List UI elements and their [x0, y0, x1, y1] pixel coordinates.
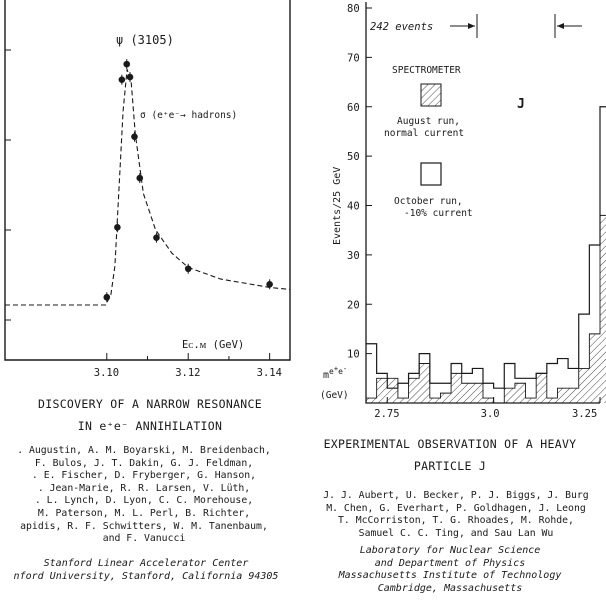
august-bar	[409, 378, 420, 403]
legend-october-line1: October run,	[394, 196, 463, 207]
affiliation-line: Stanford Linear Accelerator Center	[43, 558, 249, 569]
left-x-tick-label: 3.12	[175, 367, 201, 379]
right-title-line: EXPERIMENTAL OBSERVATION OF A HEAVY	[323, 437, 577, 451]
august-bar	[515, 383, 526, 403]
left-data-point	[266, 281, 273, 288]
left-data-points	[103, 59, 272, 302]
right-x-tick-label: 2.75	[374, 408, 400, 420]
august-bar	[398, 398, 409, 403]
august-bar	[430, 398, 441, 403]
august-bar	[387, 378, 398, 403]
august-bar	[536, 373, 547, 403]
affiliation-line: and Department of Physics	[374, 557, 526, 569]
left-data-point	[127, 74, 134, 81]
left-data-point	[103, 294, 110, 301]
left-x-ticks	[94, 353, 282, 379]
august-bar	[589, 334, 600, 403]
left-fit-curve	[5, 69, 290, 305]
august-bar	[504, 388, 515, 403]
right-y-tick-label: 70	[347, 52, 360, 65]
legend-october-label	[394, 196, 473, 219]
author-line: and F. Vanucci	[102, 533, 186, 545]
right-y-tick-label: 20	[347, 299, 360, 312]
j-peak-label: J	[517, 97, 525, 112]
right-y-tick-label: 50	[347, 151, 360, 164]
left-data-point	[119, 76, 126, 83]
left-x-axis-label: Eᴄ.ᴍ (GeV)	[182, 339, 245, 351]
right-y-tick-label: 80	[347, 3, 360, 15]
author-line: . Jean-Marie, R. R. Larsen, V. Lüth,	[37, 482, 251, 494]
left-x-tick-label: 3.10	[93, 367, 120, 379]
left-paper-panel	[0, 0, 300, 600]
right-x-tick-label: 3.25	[572, 408, 598, 420]
august-bar	[579, 368, 590, 403]
august-bar	[557, 388, 568, 403]
left-chart-annotation: σ (e⁺e⁻→ hadrons)	[140, 110, 238, 121]
affiliation-line: Cambridge, Massachusetts	[377, 582, 523, 594]
mass-subscript: e	[329, 367, 334, 376]
right-x-axis-label	[323, 365, 347, 381]
left-data-point	[123, 61, 130, 68]
legend-august-label	[384, 116, 466, 139]
author-line: T. McCorriston, T. G. Rhoades, M. Rohde,	[338, 515, 574, 527]
author-line: . Augustin, A. M. Boyarski, M. Breidenbach,	[17, 445, 271, 456]
events-arrowhead-right	[557, 23, 564, 29]
author-line: . L. Lynch, D. Lyon, C. C. Morehouse,	[34, 495, 254, 507]
left-paper-title	[0, 393, 300, 437]
left-paper-affiliation	[0, 558, 296, 583]
right-y-tick-label: 10	[347, 348, 360, 361]
events-arrowhead-left	[468, 23, 475, 29]
august-bar	[440, 393, 451, 403]
legend-august-line2: normal current	[384, 128, 465, 139]
right-y-ticks	[347, 3, 372, 403]
right-y-tick-label: 30	[347, 249, 360, 262]
left-data-point	[136, 175, 143, 182]
affiliation-line: nford University, Stanford, California 94305	[13, 570, 279, 582]
j-particle-histogram	[300, 0, 600, 430]
left-data-point	[153, 234, 160, 241]
august-bar	[377, 378, 388, 403]
august-bar	[419, 364, 430, 404]
august-bar	[568, 388, 579, 403]
right-y-tick-label: 40	[347, 200, 360, 213]
august-bar	[366, 398, 377, 403]
author-line: apidis, R. F. Schwitters, W. M. Tanenbaum,	[20, 520, 268, 532]
right-paper-authors	[306, 490, 606, 540]
right-x-tick-label: 3.0	[480, 408, 500, 420]
author-line: M. Paterson, M. L. Perl, B. Richter,	[37, 507, 251, 519]
right-paper-title	[295, 433, 605, 477]
affiliation-line: Massachusetts Institute of Technology	[338, 570, 562, 582]
august-bar	[483, 398, 494, 403]
left-plot-frame	[5, 0, 290, 360]
left-y-ticks	[5, 50, 11, 320]
mass-sup-plus: +	[333, 365, 339, 373]
august-outline	[366, 206, 606, 404]
mass-symbol: m	[323, 370, 330, 381]
august-bar	[547, 398, 558, 403]
legend-october-line2: -10% current	[404, 208, 473, 219]
right-title-line: PARTICLE J	[413, 459, 487, 473]
legend-title: SPECTROMETER	[392, 65, 461, 76]
august-bar	[462, 383, 473, 403]
right-y-axis-label: Events/25 GeV	[332, 166, 343, 245]
psi-resonance-plot	[0, 0, 300, 379]
august-bar	[526, 398, 537, 403]
left-title-line: IN e⁺e⁻ ANNIHILATION	[77, 419, 223, 433]
left-data-point	[185, 265, 192, 272]
left-paper-authors	[0, 445, 294, 546]
right-paper-affiliation	[300, 545, 600, 595]
left-title-line: DISCOVERY OF A NARROW RESONANCE	[38, 397, 262, 411]
mass-subscript2: e	[338, 367, 343, 376]
author-line: J. J. Aubert, U. Becker, P. J. Biggs, J. Burg	[323, 490, 589, 501]
august-run-bars	[366, 206, 606, 404]
legend-open-swatch	[421, 163, 441, 185]
left-dashed-fit	[5, 69, 290, 305]
left-data-point	[114, 224, 121, 231]
mass-sup-minus: -	[342, 365, 348, 373]
legend-august-line1: August run,	[397, 116, 460, 127]
right-paper-panel	[300, 0, 600, 600]
affiliation-line: Laboratory for Nuclear Science	[359, 545, 541, 556]
august-bar	[600, 215, 606, 403]
august-bar	[472, 383, 483, 403]
author-line: Samuel C. C. Ting, and Sau Lan Wu	[358, 527, 554, 539]
author-line: M. Chen, G. Everhart, P. Goldhagen, J. Leong	[326, 502, 586, 514]
left-data-point	[131, 133, 138, 140]
events-annotation: 242 events	[370, 21, 434, 33]
legend-hatched-swatch	[421, 84, 441, 106]
right-y-tick-label: 60	[347, 101, 360, 114]
right-x-axis-unit: (GeV)	[320, 390, 349, 401]
left-chart-title: ψ (3105)	[116, 33, 174, 47]
author-line: . E. Fischer, D. Fryberger, G. Hanson,	[31, 470, 257, 482]
author-line: F. Bulos, J. T. Dakin, G. J. Feldman,	[34, 457, 254, 469]
august-bar	[451, 373, 462, 403]
left-x-tick-label: 3.14	[256, 367, 282, 379]
